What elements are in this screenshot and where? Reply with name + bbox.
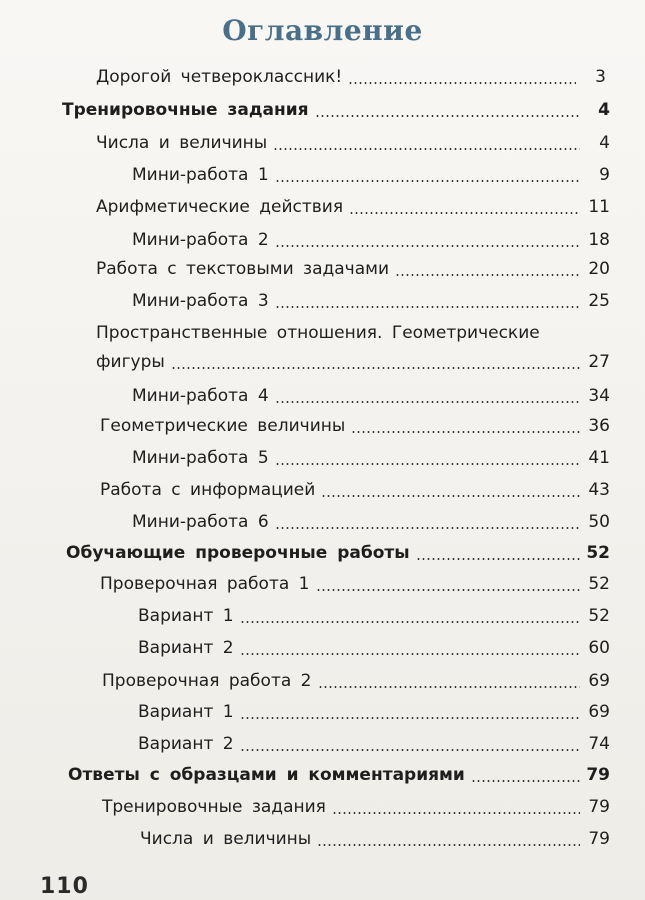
- toc-entry: [102, 795, 610, 819]
- toc-entry-text: Проверочная работа 1: [100, 574, 310, 594]
- toc-entry-page: 11: [588, 197, 610, 217]
- toc-entry-page: 34: [588, 386, 610, 406]
- dot-leader: [317, 844, 580, 846]
- toc-entry-page: 60: [588, 638, 610, 658]
- toc-entry: [96, 350, 610, 374]
- dot-leader: [273, 148, 580, 150]
- toc-entry-page: 41: [588, 448, 610, 468]
- toc-entry-page: 52: [588, 574, 610, 594]
- toc-entry-text: Вариант 1: [138, 702, 234, 722]
- toc-entry: [96, 65, 606, 89]
- toc-entry-text: Мини-работа 3: [132, 291, 269, 311]
- dot-leader: [332, 812, 580, 814]
- dot-leader: [275, 527, 580, 529]
- toc-entry-text: Числа и величины: [140, 829, 312, 849]
- toc-entry-text: Вариант 2: [138, 638, 234, 658]
- toc-entry-text: Числа и величины: [96, 133, 268, 153]
- toc-entry-page: 69: [588, 702, 610, 722]
- dot-leader: [240, 749, 580, 751]
- toc-entry-text: Ответы с образцами и комментариями: [68, 765, 465, 785]
- toc-entry-text: Арифметические действия: [96, 197, 344, 217]
- toc-entry-page: 52: [588, 606, 610, 626]
- toc-entry-text: Тренировочные задания: [102, 797, 326, 817]
- toc-entry-page: 69: [588, 671, 610, 691]
- dot-leader: [471, 780, 580, 782]
- toc-entry: [100, 414, 610, 438]
- toc-entry-text: фигуры: [96, 352, 165, 372]
- toc-entry-page: 43: [588, 480, 610, 500]
- page-number: 110: [40, 874, 89, 899]
- toc-entry: [140, 827, 610, 851]
- dot-leader: [240, 717, 580, 719]
- dot-leader: [348, 82, 576, 84]
- dot-leader: [316, 589, 581, 591]
- toc-entry-text: Тренировочные задания: [62, 100, 309, 120]
- dot-leader: [349, 212, 580, 214]
- toc-entry-text: Вариант 1: [138, 606, 234, 626]
- dot-leader: [318, 686, 581, 688]
- toc-entry-text: Мини-работа 4: [132, 386, 269, 406]
- toc-entry-page: 4: [598, 100, 610, 120]
- dot-leader: [275, 463, 580, 465]
- toc-entry: [100, 572, 610, 596]
- toc-entry-text: Работа с информацией: [100, 480, 316, 500]
- toc-entry: [132, 446, 610, 470]
- toc-entry: [132, 510, 610, 534]
- toc-entry-text: Мини-работа 1: [132, 165, 269, 185]
- dot-leader: [240, 653, 580, 655]
- toc-entry-page: 25: [588, 291, 610, 311]
- toc-entry-section: [68, 763, 610, 787]
- toc-entry: [132, 289, 610, 313]
- dot-leader: [395, 274, 580, 276]
- toc-entry-page: 36: [588, 416, 610, 436]
- toc-entry: [96, 131, 610, 155]
- toc-entry-page: 79: [588, 829, 610, 849]
- toc-entry-page: 74: [588, 734, 610, 754]
- toc-entry-page: 18: [588, 230, 610, 250]
- dot-leader: [315, 115, 580, 117]
- toc-entry-text: Обучающие проверочные работы: [66, 543, 410, 563]
- dot-leader: [240, 621, 580, 623]
- dot-leader: [275, 180, 580, 182]
- toc-entry-text: Мини-работа 5: [132, 448, 269, 468]
- toc-entry-text: Проверочная работа 2: [102, 671, 312, 691]
- toc-entry-text: Мини-работа 6: [132, 512, 269, 532]
- dot-leader: [351, 431, 580, 433]
- dot-leader: [275, 306, 580, 308]
- toc-entry-text: Работа с текстовыми задачами: [96, 259, 389, 279]
- toc-entry-page: 79: [586, 765, 610, 785]
- toc-entry: [132, 163, 610, 187]
- toc-entry: [102, 669, 610, 693]
- toc-entry-section: [62, 98, 610, 122]
- dot-leader: [171, 367, 580, 369]
- toc-entry-section: [66, 541, 610, 565]
- toc-entry: [132, 228, 610, 252]
- toc-entry-line-1: Пространственные отношения. Геометрические: [96, 323, 540, 343]
- dot-leader: [275, 245, 580, 247]
- toc-entry-text: Вариант 2: [138, 734, 234, 754]
- toc-entry-page: 4: [599, 133, 610, 153]
- toc-entry-text: Геометрические величины: [100, 416, 346, 436]
- dot-leader: [275, 401, 580, 403]
- toc-entry-page: 79: [588, 797, 610, 817]
- toc-entry-page: 52: [586, 543, 610, 563]
- toc-entry-page: 20: [588, 259, 610, 279]
- toc-entry: [138, 732, 610, 756]
- toc-entry: [96, 195, 610, 219]
- page-title: Оглавление: [222, 14, 423, 47]
- toc-entry-text: Мини-работа 2: [132, 230, 269, 250]
- toc-entry-page: 27: [588, 352, 610, 372]
- toc-entry-page: 9: [599, 165, 610, 185]
- toc-entry-page: 50: [588, 512, 610, 532]
- toc-entry: [96, 257, 610, 281]
- dot-leader: [321, 495, 580, 497]
- toc-entry-text: Дорогой четвероклассник!: [96, 67, 343, 87]
- toc-entry: [138, 604, 610, 628]
- toc-entry: [132, 384, 610, 408]
- toc-entry: [100, 478, 610, 502]
- toc-entry: [138, 636, 610, 660]
- toc-entry-page: 3: [595, 67, 606, 87]
- dot-leader: [416, 558, 580, 560]
- toc-entry: [138, 700, 610, 724]
